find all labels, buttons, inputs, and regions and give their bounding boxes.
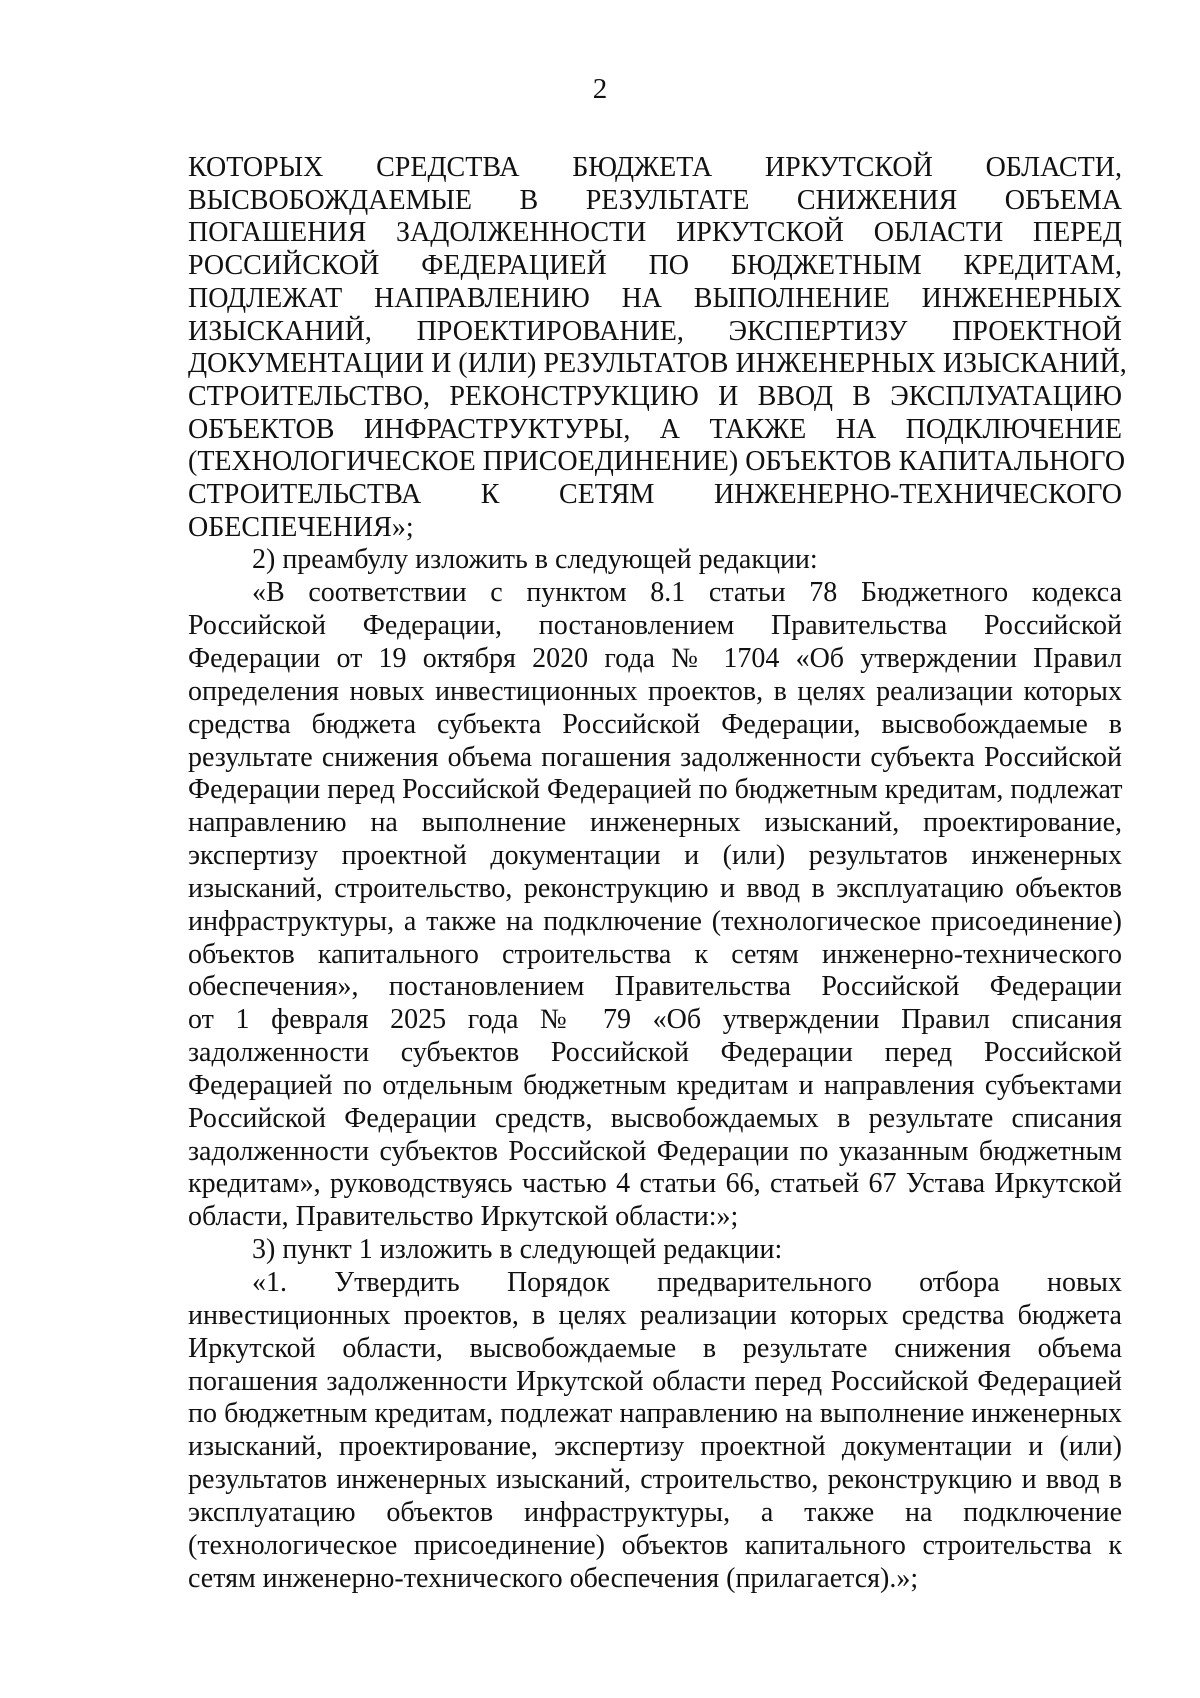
text-line: средства бюджета субъекта Российской Федерации, высвобождаемые в — [188, 708, 1122, 740]
amendments — [188, 544, 1122, 1595]
item-2-heading: 2) преамбулу изложить в следующей редакции: — [252, 544, 818, 576]
text-line: ОБЕСПЕЧЕНИЯ»; — [188, 511, 414, 543]
text-line: «1. Утвердить Порядок предварительного отбора новых — [252, 1267, 1122, 1298]
text-line: инфраструктуры, а также на подключение (технологическое присоединение) — [188, 905, 1122, 937]
text-line: ОБЪЕКТОВ ИНФРАСТРУКТУРЫ, А ТАКЖЕ НА ПОДКЛЮЧЕНИЕ — [188, 413, 1122, 445]
text-line: (технологическое присоединение) объектов капитального строительства к — [188, 1529, 1122, 1561]
text-line: Федерацией по отдельным бюджетным кредитам и направления субъектами — [188, 1069, 1122, 1101]
text-line: «В соответствии с пунктом 8.1 статьи 78 Бюджетного кодекса — [252, 577, 1122, 609]
text-line: Российской Федерации, постановлением Правительства Российской — [188, 610, 1122, 642]
text-line: определения новых инвестиционных проектов, в целях реализации которых — [188, 675, 1122, 707]
text-line: направлению на выполнение инженерных изысканий, проектирование, — [188, 807, 1122, 839]
text-line: экспертизу проектной документации и (или) результатов инженерных — [188, 840, 1122, 872]
text-line: ВЫСВОБОЖДАЕМЫЕ В РЕЗУЛЬТАТЕ СНИЖЕНИЯ ОБЪЕМА — [188, 184, 1122, 216]
item-3-heading: 3) пункт 1 изложить в следующей редакции: — [252, 1234, 783, 1266]
text-line: от 1 февраля 2025 года № 79 «Об утверждении Правил списания — [188, 1004, 1122, 1036]
point-1-paragraph — [188, 1267, 1122, 1595]
text-line: инвестиционных проектов, в целях реализации которых средства бюджета — [188, 1299, 1122, 1331]
text-line: результатов инженерных изысканий, строительство, реконструкцию и ввод в — [188, 1464, 1122, 1496]
text-line: (ТЕХНОЛОГИЧЕСКОЕ ПРИСОЕДИНЕНИЕ) ОБЪЕКТОВ КАПИТАЛЬНОГО — [188, 446, 1126, 478]
text-line: ИЗЫСКАНИЙ, ПРОЕКТИРОВАНИЕ, ЭКСПЕРТИЗУ ПРОЕКТНОЙ — [188, 315, 1122, 347]
text-line: СТРОИТЕЛЬСТВО, РЕКОНСТРУКЦИЮ И ВВОД В ЭКСПЛУАТАЦИЮ — [188, 380, 1122, 412]
page-number: 2 — [592, 73, 608, 105]
text-line: СТРОИТЕЛЬСТВА К СЕТЯМ ИНЖЕНЕРНО-ТЕХНИЧЕСКОГО — [188, 479, 1122, 511]
text-line: задолженности субъектов Российской Федерации по указанным бюджетным — [188, 1135, 1122, 1167]
document-body — [188, 152, 1127, 1595]
text-line: Федерации перед Российской Федерацией по бюджетным кредитам, подлежат — [188, 774, 1123, 806]
text-line: РОССИЙСКОЙ ФЕДЕРАЦИЕЙ ПО БЮДЖЕТНЫМ КРЕДИТАМ, — [188, 250, 1122, 282]
text-line: задолженности субъектов Российской Федерации перед Российской — [188, 1037, 1122, 1069]
text-line: результате снижения объема погашения задолженности субъекта Российской — [188, 741, 1122, 773]
text-line: кредитам», руководствуясь частью 4 статьи 66, статьей 67 Устава Иркутской — [188, 1168, 1122, 1200]
text-line: изысканий, строительство, реконструкцию и ввод в эксплуатацию объектов — [188, 872, 1122, 904]
text-line: объектов капитального строительства к сетям инженерно-технического — [188, 938, 1122, 970]
text-line: обеспечения», постановлением Правительства Российской Федерации — [188, 971, 1122, 1003]
text-line: области, Правительство Иркутской области:»; — [188, 1201, 739, 1233]
text-line: ПОГАШЕНИЯ ЗАДОЛЖЕННОСТИ ИРКУТСКОЙ ОБЛАСТИ ПЕРЕД — [188, 217, 1122, 249]
text-line: ДОКУМЕНТАЦИИ И (ИЛИ) РЕЗУЛЬТАТОВ ИНЖЕНЕРНЫХ ИЗЫСКАНИЙ, — [188, 348, 1127, 380]
text-line: Российской Федерации средств, высвобождаемых в результате списания — [188, 1102, 1122, 1134]
caps-paragraph — [188, 152, 1127, 544]
text-line: ПОДЛЕЖАТ НАПРАВЛЕНИЮ НА ВЫПОЛНЕНИЕ ИНЖЕНЕРНЫХ — [188, 282, 1122, 314]
text-line: Иркутской области, высвобождаемые в результате снижения объема — [188, 1332, 1122, 1364]
text-line: погашения задолженности Иркутской области перед Российской Федерацией — [188, 1365, 1122, 1397]
text-line: изысканий, проектирование, экспертизу проектной документации и (или) — [188, 1431, 1122, 1463]
text-line: КОТОРЫХ СРЕДСТВА БЮДЖЕТА ИРКУТСКОЙ ОБЛАСТИ, — [188, 152, 1122, 183]
text-line: эксплуатацию объектов инфраструктуры, а также на подключение — [188, 1496, 1122, 1528]
text-line: сетям инженерно-технического обеспечения (прилагается).»; — [188, 1562, 919, 1594]
text-line: Федерации от 19 октября 2020 года № 1704 «Об утверждении Правил — [188, 642, 1122, 674]
text-line: по бюджетным кредитам, подлежат направлению на выполнение инженерных — [188, 1398, 1122, 1430]
preamble-paragraph — [188, 577, 1122, 1234]
